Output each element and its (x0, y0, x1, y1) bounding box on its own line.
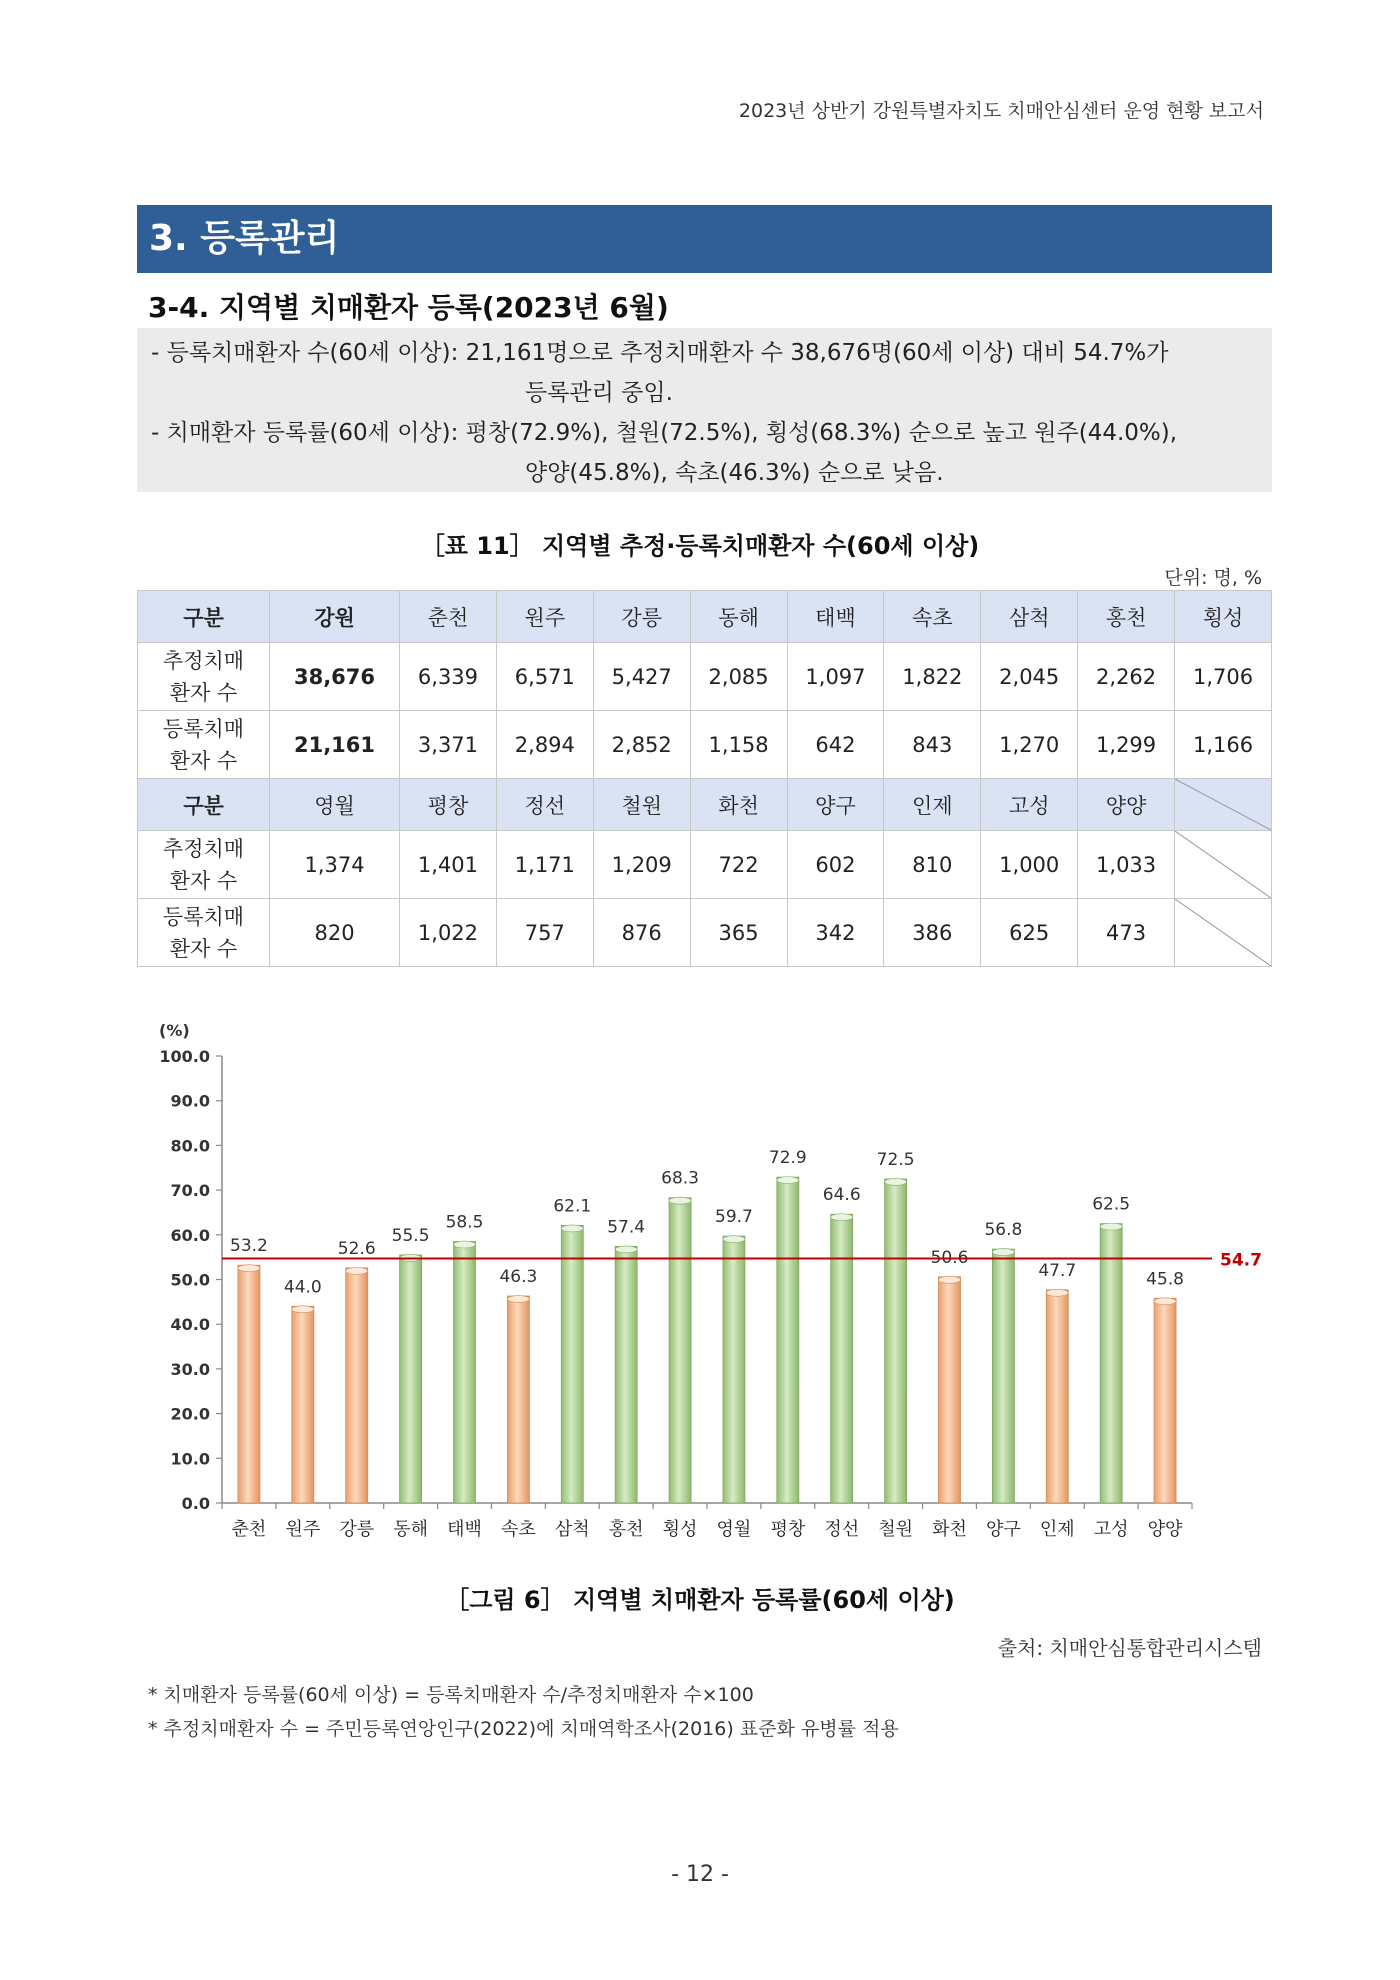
empty-cell (1175, 899, 1272, 967)
estimated-value: 2,085 (690, 643, 787, 711)
registered-value: 2,894 (496, 711, 593, 779)
estimated-value: 1,374 (270, 831, 400, 899)
category-label: 태백 (447, 1519, 482, 1540)
bar-cap (723, 1236, 745, 1243)
category-label: 평창 (770, 1519, 806, 1540)
bar-cap (238, 1265, 260, 1272)
row-label-registered-line: 환자 수 (169, 748, 238, 773)
category-label: 화천 (932, 1519, 967, 1540)
bar (454, 1242, 476, 1503)
category-label: 속초 (500, 1519, 536, 1540)
y-tick-label: 10.0 (170, 1449, 210, 1469)
estimated-value: 1,097 (787, 643, 884, 711)
registered-value: 1,270 (981, 711, 1078, 779)
registered-value: 365 (690, 899, 787, 967)
category-label: 양구 (985, 1519, 1021, 1540)
bar (723, 1236, 745, 1503)
estimated-value: 602 (787, 831, 884, 899)
bar (561, 1225, 583, 1503)
region-header: 춘천 (400, 591, 497, 643)
registered-value: 625 (981, 899, 1078, 967)
registered-value: 876 (593, 899, 690, 967)
registered-value: 386 (884, 899, 981, 967)
figure-caption: ［그림 6］ 지역별 치매환자 등록률(60세 이상) (445, 1586, 955, 1614)
table-caption: ［표 11］ 지역별 추정·등록치매환자 수(60세 이상) (420, 532, 980, 560)
bar (1100, 1224, 1122, 1503)
bar-cap (1100, 1223, 1122, 1230)
estimated-value: 810 (884, 831, 981, 899)
estimated-value: 1,209 (593, 831, 690, 899)
summary-line-2: - 치매환자 등록률(60세 이상): 평창(72.9%), 철원(72.5%), 횡성(68.3%) 순으로 높고 원주(44.0%), (151, 420, 1178, 446)
source-note: 출처: 치매안심통합관리시스템 (997, 1636, 1262, 1660)
y-tick-label: 40.0 (170, 1315, 210, 1335)
estimated-value: 2,262 (1078, 643, 1175, 711)
data-label: 52.6 (337, 1238, 376, 1259)
region-header: 인제 (884, 779, 981, 831)
row-label-registered (138, 899, 270, 967)
region-header: 철원 (593, 779, 690, 831)
bar-cap (346, 1267, 368, 1274)
registered-value: 757 (496, 899, 593, 967)
y-tick-label: 80.0 (170, 1136, 210, 1156)
bar-cap (561, 1225, 583, 1232)
empty-cell (1175, 831, 1272, 899)
row-label-registered-line: 등록치매 (162, 716, 245, 741)
category-label: 고성 (1093, 1519, 1129, 1540)
region-header: 원주 (496, 591, 593, 643)
row-label-registered-line: 환자 수 (169, 936, 238, 961)
y-tick-label: 50.0 (170, 1270, 210, 1290)
subsection-title: 3-4. 지역별 치매환자 등록(2023년 6월) (148, 291, 669, 324)
registration-table (137, 590, 1272, 967)
bar (238, 1265, 260, 1503)
data-label: 55.5 (391, 1225, 430, 1246)
y-tick-label: 60.0 (170, 1225, 210, 1245)
registration-rate-chart (137, 1010, 1272, 1570)
bar (400, 1255, 422, 1503)
estimated-value: 1,822 (884, 643, 981, 711)
region-header: 태백 (787, 591, 884, 643)
row-label-estimated (138, 831, 270, 899)
registered-value: 2,852 (593, 711, 690, 779)
bar-cap (615, 1246, 637, 1253)
estimated-value: 6,571 (496, 643, 593, 711)
registered-value: 21,161 (270, 711, 400, 779)
category-label: 양양 (1147, 1519, 1183, 1540)
category-label: 원주 (285, 1519, 321, 1540)
bar-cap (939, 1276, 961, 1283)
data-label: 47.7 (1038, 1260, 1077, 1281)
empty-cell (1175, 779, 1272, 831)
region-header: 영월 (270, 779, 400, 831)
row-label-estimated-line: 추정치매 (162, 836, 245, 861)
y-tick-label: 90.0 (170, 1091, 210, 1111)
bar-cap (669, 1197, 691, 1204)
estimated-value: 1,401 (400, 831, 497, 899)
region-header: 양구 (787, 779, 884, 831)
data-label: 56.8 (984, 1220, 1023, 1241)
estimated-value: 1,706 (1175, 643, 1272, 711)
registered-value: 1,022 (400, 899, 497, 967)
registered-value: 1,158 (690, 711, 787, 779)
region-header: 속초 (884, 591, 981, 643)
category-label: 삼척 (554, 1519, 590, 1540)
summary-box (137, 328, 1272, 492)
data-label: 72.5 (876, 1149, 915, 1170)
registered-value: 1,166 (1175, 711, 1272, 779)
region-header: 정선 (496, 779, 593, 831)
bar-cap (992, 1249, 1014, 1256)
unit-label: 단위: 명, % (1164, 567, 1262, 589)
row-label-registered (138, 711, 270, 779)
bar (346, 1268, 368, 1503)
region-header: 홍천 (1078, 591, 1175, 643)
page-number: - 12 - (671, 1862, 729, 1887)
data-label: 50.6 (930, 1247, 969, 1268)
registered-value: 342 (787, 899, 884, 967)
bar-cap (507, 1296, 529, 1303)
region-header: 횡성 (1175, 591, 1272, 643)
estimated-value: 1,000 (981, 831, 1078, 899)
estimated-value: 722 (690, 831, 787, 899)
header-label: 구분 (138, 591, 270, 643)
registered-value: 820 (270, 899, 400, 967)
registered-value: 1,299 (1078, 711, 1175, 779)
row-label-estimated (138, 643, 270, 711)
summary-line-2-cont: 양양(45.8%), 속초(46.3%) 순으로 낮음. (525, 460, 944, 486)
y-tick-label: 70.0 (170, 1181, 210, 1201)
estimated-value: 6,339 (400, 643, 497, 711)
bar-cap (831, 1214, 853, 1221)
category-label: 동해 (393, 1519, 429, 1540)
data-label: 62.1 (553, 1196, 592, 1217)
bar (777, 1177, 799, 1503)
summary-line-1-cont: 등록관리 중임. (525, 380, 673, 406)
footnote-1: * 치매환자 등록률(60세 이상) = 등록치매환자 수/추정치매환자 수×100 (148, 1684, 754, 1706)
category-label: 인제 (1039, 1519, 1075, 1540)
registered-value: 473 (1078, 899, 1175, 967)
bar (507, 1296, 529, 1503)
estimated-value: 2,045 (981, 643, 1078, 711)
y-tick-label: 0.0 (181, 1494, 210, 1513)
region-header: 평창 (400, 779, 497, 831)
category-label: 철원 (878, 1519, 914, 1540)
estimated-value: 1,171 (496, 831, 593, 899)
region-header: 고성 (981, 779, 1078, 831)
category-label: 춘천 (231, 1519, 267, 1540)
y-axis-unit: (%) (159, 1021, 190, 1040)
bar (1154, 1298, 1176, 1503)
estimated-value: 5,427 (593, 643, 690, 711)
running-header: 2023년 상반기 강원특별자치도 치매안심센터 운영 현황 보고서 (738, 100, 1264, 122)
region-header: 동해 (690, 591, 787, 643)
data-label: 64.6 (822, 1185, 861, 1206)
y-tick-label: 100.0 (159, 1047, 210, 1066)
row-label-estimated-line: 환자 수 (169, 868, 238, 893)
bar (669, 1198, 691, 1503)
row-label-estimated-line: 환자 수 (169, 680, 238, 705)
bar-cap (1154, 1298, 1176, 1305)
bar (615, 1246, 637, 1503)
footnote-2: * 추정치매환자 수 = 주민등록연앙인구(2022)에 치매역학조사(2016) 표준화 유병률 적용 (148, 1718, 899, 1740)
bar-cap (292, 1306, 314, 1313)
bar-cap (454, 1241, 476, 1248)
bar-cap (885, 1178, 907, 1185)
data-label: 57.4 (607, 1217, 646, 1238)
bar (992, 1249, 1014, 1503)
region-header: 양양 (1078, 779, 1175, 831)
registered-value: 642 (787, 711, 884, 779)
region-header: 삼척 (981, 591, 1078, 643)
data-label: 46.3 (499, 1267, 538, 1288)
data-label: 59.7 (715, 1207, 753, 1228)
category-label: 횡성 (662, 1519, 698, 1540)
bar (1046, 1290, 1068, 1503)
bar-cap (1046, 1289, 1068, 1296)
data-label: 45.8 (1146, 1269, 1184, 1290)
category-label: 강릉 (339, 1519, 375, 1540)
data-label: 62.5 (1092, 1194, 1131, 1215)
data-label: 53.2 (230, 1236, 268, 1257)
data-label: 72.9 (768, 1148, 807, 1169)
row-label-registered-line: 등록치매 (162, 904, 245, 929)
region-header: 강원 (270, 591, 400, 643)
summary-line-1: - 등록치매환자 수(60세 이상): 21,161명으로 추정치매환자 수 38,676명(60세 이상) 대비 54.7%가 (151, 340, 1169, 366)
bar-cap (777, 1177, 799, 1184)
region-header: 강릉 (593, 591, 690, 643)
bar (939, 1277, 961, 1503)
bar (885, 1179, 907, 1503)
category-label: 정선 (824, 1519, 860, 1540)
data-label: 58.5 (445, 1212, 484, 1233)
estimated-value: 38,676 (270, 643, 400, 711)
registered-value: 843 (884, 711, 981, 779)
region-header: 화천 (690, 779, 787, 831)
category-label: 영월 (716, 1519, 752, 1540)
registered-value: 3,371 (400, 711, 497, 779)
header-label: 구분 (138, 779, 270, 831)
data-label: 68.3 (661, 1168, 699, 1189)
bar (292, 1306, 314, 1503)
average-line-label: 54.7 (1220, 1250, 1262, 1271)
estimated-value: 1,033 (1078, 831, 1175, 899)
y-tick-label: 20.0 (170, 1404, 210, 1424)
category-label: 홍천 (608, 1519, 644, 1540)
data-label: 44.0 (283, 1277, 322, 1298)
row-label-estimated-line: 추정치매 (162, 648, 245, 673)
y-tick-label: 30.0 (170, 1359, 210, 1379)
section-title: 3. 등록관리 (137, 205, 1272, 273)
